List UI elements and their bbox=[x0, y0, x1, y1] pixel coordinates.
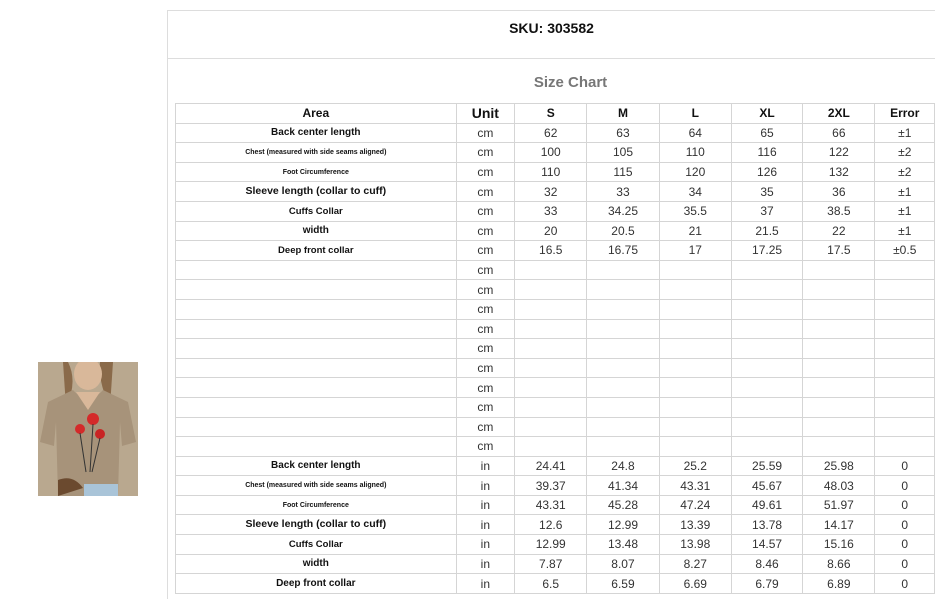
size-value-cell bbox=[731, 397, 802, 417]
area-cell bbox=[176, 378, 457, 398]
error-cell: 0 bbox=[875, 476, 935, 496]
table-row bbox=[176, 417, 935, 437]
size-value-cell: 6.89 bbox=[803, 574, 875, 594]
size-value-cell: 17.5 bbox=[803, 241, 875, 261]
size-value-cell bbox=[659, 299, 731, 319]
size-value-cell: 12.99 bbox=[587, 515, 659, 535]
error-cell: ±0.5 bbox=[875, 241, 935, 261]
size-value-cell: 14.17 bbox=[803, 515, 875, 535]
size-value-cell bbox=[731, 378, 802, 398]
table-row bbox=[176, 535, 935, 555]
sku-header bbox=[168, 10, 935, 59]
size-value-cell: 21.5 bbox=[731, 221, 802, 241]
header-cell: Unit bbox=[456, 104, 514, 124]
table-row bbox=[176, 456, 935, 476]
error-cell: 0 bbox=[875, 515, 935, 535]
sku-label: SKU: 303582 bbox=[509, 20, 594, 36]
size-value-cell bbox=[659, 437, 731, 457]
header-cell: Area bbox=[176, 104, 457, 124]
table-row bbox=[176, 241, 935, 261]
size-value-cell: 12.99 bbox=[515, 535, 587, 555]
size-value-cell: 66 bbox=[803, 123, 875, 143]
size-value-cell: 8.66 bbox=[803, 554, 875, 574]
size-value-cell bbox=[515, 378, 587, 398]
error-cell: 0 bbox=[875, 456, 935, 476]
size-value-cell: 47.24 bbox=[659, 495, 731, 515]
size-value-cell: 34 bbox=[659, 182, 731, 202]
size-value-cell: 25.59 bbox=[731, 456, 802, 476]
unit-cell: cm bbox=[456, 397, 514, 417]
size-value-cell bbox=[515, 299, 587, 319]
error-cell: 0 bbox=[875, 495, 935, 515]
unit-cell: in bbox=[456, 554, 514, 574]
size-value-cell: 13.78 bbox=[731, 515, 802, 535]
table-row bbox=[176, 280, 935, 300]
size-value-cell: 37 bbox=[731, 201, 802, 221]
size-value-cell bbox=[587, 280, 659, 300]
size-value-cell bbox=[515, 280, 587, 300]
size-value-cell: 32 bbox=[515, 182, 587, 202]
error-cell bbox=[875, 378, 935, 398]
area-cell: Deep front collar bbox=[176, 574, 457, 594]
size-chart-table bbox=[175, 103, 935, 594]
size-value-cell bbox=[587, 397, 659, 417]
size-value-cell: 24.8 bbox=[587, 456, 659, 476]
size-value-cell bbox=[731, 437, 802, 457]
area-cell: Back center length bbox=[176, 456, 457, 476]
size-value-cell: 65 bbox=[731, 123, 802, 143]
error-cell bbox=[875, 299, 935, 319]
error-cell: ±2 bbox=[875, 143, 935, 163]
error-cell bbox=[875, 280, 935, 300]
area-cell bbox=[176, 339, 457, 359]
unit-cell: cm bbox=[456, 162, 514, 182]
error-cell bbox=[875, 397, 935, 417]
area-cell bbox=[176, 358, 457, 378]
size-value-cell bbox=[515, 397, 587, 417]
unit-cell: cm bbox=[456, 437, 514, 457]
size-value-cell: 43.31 bbox=[515, 495, 587, 515]
area-cell bbox=[176, 417, 457, 437]
unit-cell: in bbox=[456, 515, 514, 535]
size-value-cell: 6.69 bbox=[659, 574, 731, 594]
size-value-cell bbox=[587, 358, 659, 378]
area-cell bbox=[176, 397, 457, 417]
area-cell: Cuffs Collar bbox=[176, 535, 457, 555]
table-row bbox=[176, 554, 935, 574]
unit-cell: cm bbox=[456, 221, 514, 241]
error-cell: ±1 bbox=[875, 182, 935, 202]
size-value-cell: 34.25 bbox=[587, 201, 659, 221]
size-value-cell bbox=[731, 260, 802, 280]
error-cell: ±1 bbox=[875, 201, 935, 221]
size-value-cell: 35 bbox=[731, 182, 802, 202]
table-row bbox=[176, 162, 935, 182]
table-row bbox=[176, 260, 935, 280]
size-value-cell bbox=[803, 339, 875, 359]
area-cell: Back center length bbox=[176, 123, 457, 143]
size-value-cell: 51.97 bbox=[803, 495, 875, 515]
size-value-cell: 45.28 bbox=[587, 495, 659, 515]
error-cell bbox=[875, 339, 935, 359]
size-value-cell: 25.2 bbox=[659, 456, 731, 476]
unit-cell: in bbox=[456, 476, 514, 496]
size-value-cell bbox=[659, 358, 731, 378]
table-row bbox=[176, 476, 935, 496]
size-value-cell: 64 bbox=[659, 123, 731, 143]
header-cell: S bbox=[515, 104, 587, 124]
size-value-cell bbox=[587, 319, 659, 339]
size-value-cell: 115 bbox=[587, 162, 659, 182]
size-value-cell bbox=[659, 397, 731, 417]
size-value-cell bbox=[731, 358, 802, 378]
size-value-cell bbox=[803, 260, 875, 280]
unit-cell: in bbox=[456, 456, 514, 476]
size-value-cell: 126 bbox=[731, 162, 802, 182]
size-value-cell: 33 bbox=[515, 201, 587, 221]
unit-cell: cm bbox=[456, 143, 514, 163]
table-row bbox=[176, 201, 935, 221]
size-value-cell: 39.37 bbox=[515, 476, 587, 496]
size-value-cell bbox=[659, 319, 731, 339]
size-value-cell: 33 bbox=[587, 182, 659, 202]
tshirt-photo bbox=[38, 362, 138, 496]
area-cell: Sleeve length (collar to cuff) bbox=[176, 515, 457, 535]
size-value-cell bbox=[515, 437, 587, 457]
error-cell: ±2 bbox=[875, 162, 935, 182]
area-cell: Sleeve length (collar to cuff) bbox=[176, 182, 457, 202]
size-value-cell: 21 bbox=[659, 221, 731, 241]
size-value-cell bbox=[587, 299, 659, 319]
size-value-cell: 25.98 bbox=[803, 456, 875, 476]
size-value-cell bbox=[587, 378, 659, 398]
area-cell: Cuffs Collar bbox=[176, 201, 457, 221]
unit-cell: cm bbox=[456, 319, 514, 339]
size-value-cell: 20.5 bbox=[587, 221, 659, 241]
size-value-cell: 36 bbox=[803, 182, 875, 202]
size-value-cell: 6.5 bbox=[515, 574, 587, 594]
unit-cell: in bbox=[456, 535, 514, 555]
size-value-cell: 16.5 bbox=[515, 241, 587, 261]
unit-cell: cm bbox=[456, 378, 514, 398]
unit-cell: cm bbox=[456, 182, 514, 202]
unit-cell: in bbox=[456, 495, 514, 515]
unit-cell: cm bbox=[456, 260, 514, 280]
size-value-cell: 43.31 bbox=[659, 476, 731, 496]
unit-cell: cm bbox=[456, 417, 514, 437]
size-value-cell bbox=[659, 378, 731, 398]
size-value-cell bbox=[803, 378, 875, 398]
size-value-cell: 24.41 bbox=[515, 456, 587, 476]
size-value-cell: 7.87 bbox=[515, 554, 587, 574]
size-value-cell: 48.03 bbox=[803, 476, 875, 496]
area-cell bbox=[176, 260, 457, 280]
size-value-cell: 122 bbox=[803, 143, 875, 163]
size-value-cell bbox=[659, 339, 731, 359]
size-value-cell bbox=[731, 299, 802, 319]
error-cell bbox=[875, 437, 935, 457]
size-value-cell: 110 bbox=[659, 143, 731, 163]
area-cell: Deep front collar bbox=[176, 241, 457, 261]
area-cell bbox=[176, 319, 457, 339]
unit-cell: in bbox=[456, 574, 514, 594]
header-cell: 2XL bbox=[803, 104, 875, 124]
size-value-cell: 8.27 bbox=[659, 554, 731, 574]
table-row bbox=[176, 378, 935, 398]
error-cell bbox=[875, 319, 935, 339]
area-cell: Foot Circumference bbox=[176, 162, 457, 182]
area-cell bbox=[176, 437, 457, 457]
size-value-cell bbox=[587, 437, 659, 457]
area-cell: width bbox=[176, 554, 457, 574]
size-value-cell bbox=[659, 280, 731, 300]
size-value-cell: 8.07 bbox=[587, 554, 659, 574]
error-cell: ±1 bbox=[875, 221, 935, 241]
size-value-cell: 100 bbox=[515, 143, 587, 163]
header-cell: Error bbox=[875, 104, 935, 124]
table-row bbox=[176, 182, 935, 202]
size-value-cell bbox=[803, 319, 875, 339]
size-value-cell bbox=[659, 260, 731, 280]
area-cell bbox=[176, 299, 457, 319]
size-value-cell bbox=[659, 417, 731, 437]
size-value-cell bbox=[587, 417, 659, 437]
area-cell: width bbox=[176, 221, 457, 241]
unit-cell: cm bbox=[456, 280, 514, 300]
header-row bbox=[176, 104, 935, 124]
size-value-cell bbox=[803, 417, 875, 437]
area-cell: Chest (measured with side seams aligned) bbox=[176, 143, 457, 163]
size-value-cell bbox=[731, 319, 802, 339]
size-value-cell: 15.16 bbox=[803, 535, 875, 555]
size-value-cell: 38.5 bbox=[803, 201, 875, 221]
size-value-cell: 132 bbox=[803, 162, 875, 182]
unit-cell: cm bbox=[456, 123, 514, 143]
error-cell: ±1 bbox=[875, 123, 935, 143]
error-cell bbox=[875, 358, 935, 378]
unit-cell: cm bbox=[456, 241, 514, 261]
error-cell: 0 bbox=[875, 535, 935, 555]
size-value-cell: 16.75 bbox=[587, 241, 659, 261]
unit-cell: cm bbox=[456, 299, 514, 319]
size-value-cell: 35.5 bbox=[659, 201, 731, 221]
size-value-cell bbox=[803, 437, 875, 457]
size-value-cell: 17.25 bbox=[731, 241, 802, 261]
size-value-cell: 6.59 bbox=[587, 574, 659, 594]
size-value-cell bbox=[803, 397, 875, 417]
size-value-cell: 62 bbox=[515, 123, 587, 143]
area-cell: Chest (measured with side seams aligned) bbox=[176, 476, 457, 496]
size-value-cell: 120 bbox=[659, 162, 731, 182]
table-row bbox=[176, 515, 935, 535]
unit-cell: cm bbox=[456, 339, 514, 359]
table-row bbox=[176, 299, 935, 319]
size-value-cell: 8.46 bbox=[731, 554, 802, 574]
size-value-cell: 6.79 bbox=[731, 574, 802, 594]
size-value-cell bbox=[515, 260, 587, 280]
table-row bbox=[176, 397, 935, 417]
error-cell: 0 bbox=[875, 574, 935, 594]
table-row bbox=[176, 339, 935, 359]
size-value-cell: 17 bbox=[659, 241, 731, 261]
size-value-cell bbox=[515, 319, 587, 339]
area-cell bbox=[176, 280, 457, 300]
error-cell bbox=[875, 417, 935, 437]
error-cell: 0 bbox=[875, 554, 935, 574]
size-value-cell bbox=[515, 339, 587, 359]
product-thumbnail[interactable] bbox=[38, 362, 138, 496]
panel-divider bbox=[167, 10, 168, 599]
size-value-cell: 49.61 bbox=[731, 495, 802, 515]
table-row bbox=[176, 574, 935, 594]
size-value-cell bbox=[803, 299, 875, 319]
header-cell: XL bbox=[731, 104, 802, 124]
size-value-cell bbox=[515, 358, 587, 378]
size-value-cell: 63 bbox=[587, 123, 659, 143]
table-row bbox=[176, 143, 935, 163]
table-row bbox=[176, 358, 935, 378]
table-row bbox=[176, 221, 935, 241]
table-row bbox=[176, 495, 935, 515]
size-value-cell: 22 bbox=[803, 221, 875, 241]
table-row bbox=[176, 319, 935, 339]
size-value-cell bbox=[731, 280, 802, 300]
size-value-cell: 45.67 bbox=[731, 476, 802, 496]
table-row bbox=[176, 437, 935, 457]
size-value-cell bbox=[731, 339, 802, 359]
size-value-cell: 12.6 bbox=[515, 515, 587, 535]
unit-cell: cm bbox=[456, 201, 514, 221]
size-value-cell: 13.39 bbox=[659, 515, 731, 535]
size-value-cell bbox=[803, 358, 875, 378]
header-cell: L bbox=[659, 104, 731, 124]
size-value-cell bbox=[587, 339, 659, 359]
size-value-cell: 13.98 bbox=[659, 535, 731, 555]
size-value-cell bbox=[515, 417, 587, 437]
size-value-cell bbox=[731, 417, 802, 437]
size-value-cell: 13.48 bbox=[587, 535, 659, 555]
size-chart-title: Size Chart bbox=[533, 74, 608, 91]
table-row bbox=[176, 123, 935, 143]
size-value-cell bbox=[803, 280, 875, 300]
header-cell: M bbox=[587, 104, 659, 124]
size-value-cell: 14.57 bbox=[731, 535, 802, 555]
unit-cell: cm bbox=[456, 358, 514, 378]
size-value-cell: 105 bbox=[587, 143, 659, 163]
size-value-cell: 110 bbox=[515, 162, 587, 182]
size-value-cell: 116 bbox=[731, 143, 802, 163]
size-value-cell: 20 bbox=[515, 221, 587, 241]
error-cell bbox=[875, 260, 935, 280]
size-value-cell: 41.34 bbox=[587, 476, 659, 496]
size-value-cell bbox=[587, 260, 659, 280]
area-cell: Foot Circumference bbox=[176, 495, 457, 515]
